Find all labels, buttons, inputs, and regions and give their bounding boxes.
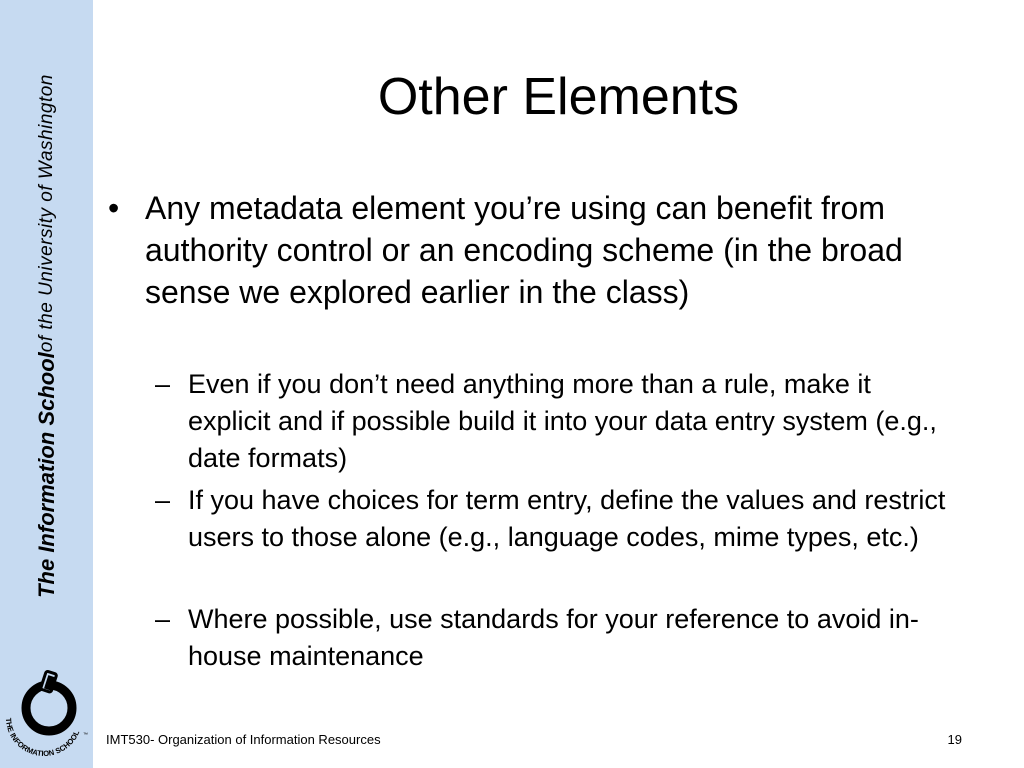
sub-bullet-text: Where possible, use standards for your reference to avoid in-house maintenance bbox=[188, 604, 919, 671]
logo-ring-text: THE INFORMATION SCHOOL bbox=[3, 717, 82, 756]
sub-bullet-item bbox=[155, 601, 955, 675]
sub-bullet-text: Even if you don’t need anything more than a rule, make it explicit and if possible build it into your data entry system (e.g., date formats) bbox=[188, 369, 937, 473]
bullet-text: Any metadata element you’re using can benefit from authority control or an encoding scheme (in the broad sense we explored earlier in the class) bbox=[145, 190, 903, 310]
sub-bullet-item bbox=[155, 482, 955, 556]
sub-bullet-marker: – bbox=[155, 604, 171, 634]
trademark-mark: ™ bbox=[83, 732, 88, 738]
school-name-bold: The Information School bbox=[34, 352, 59, 598]
bullet-item bbox=[108, 187, 938, 313]
page-number: 19 bbox=[947, 732, 962, 747]
school-name-affiliation: of the University of Washington bbox=[36, 74, 57, 353]
bullet-marker: • bbox=[108, 190, 120, 226]
sub-bullet-marker: – bbox=[155, 485, 171, 515]
sub-bullet-text: If you have choices for term entry, define the values and restrict users to those alone (e.g., language codes, mime types, etc.) bbox=[188, 485, 946, 552]
footer-course-title: IMT530- Organization of Information Resources bbox=[106, 732, 381, 747]
slide-title: Other Elements bbox=[377, 68, 740, 126]
sub-bullet-marker: – bbox=[155, 369, 171, 399]
sub-bullet-item bbox=[155, 366, 955, 477]
